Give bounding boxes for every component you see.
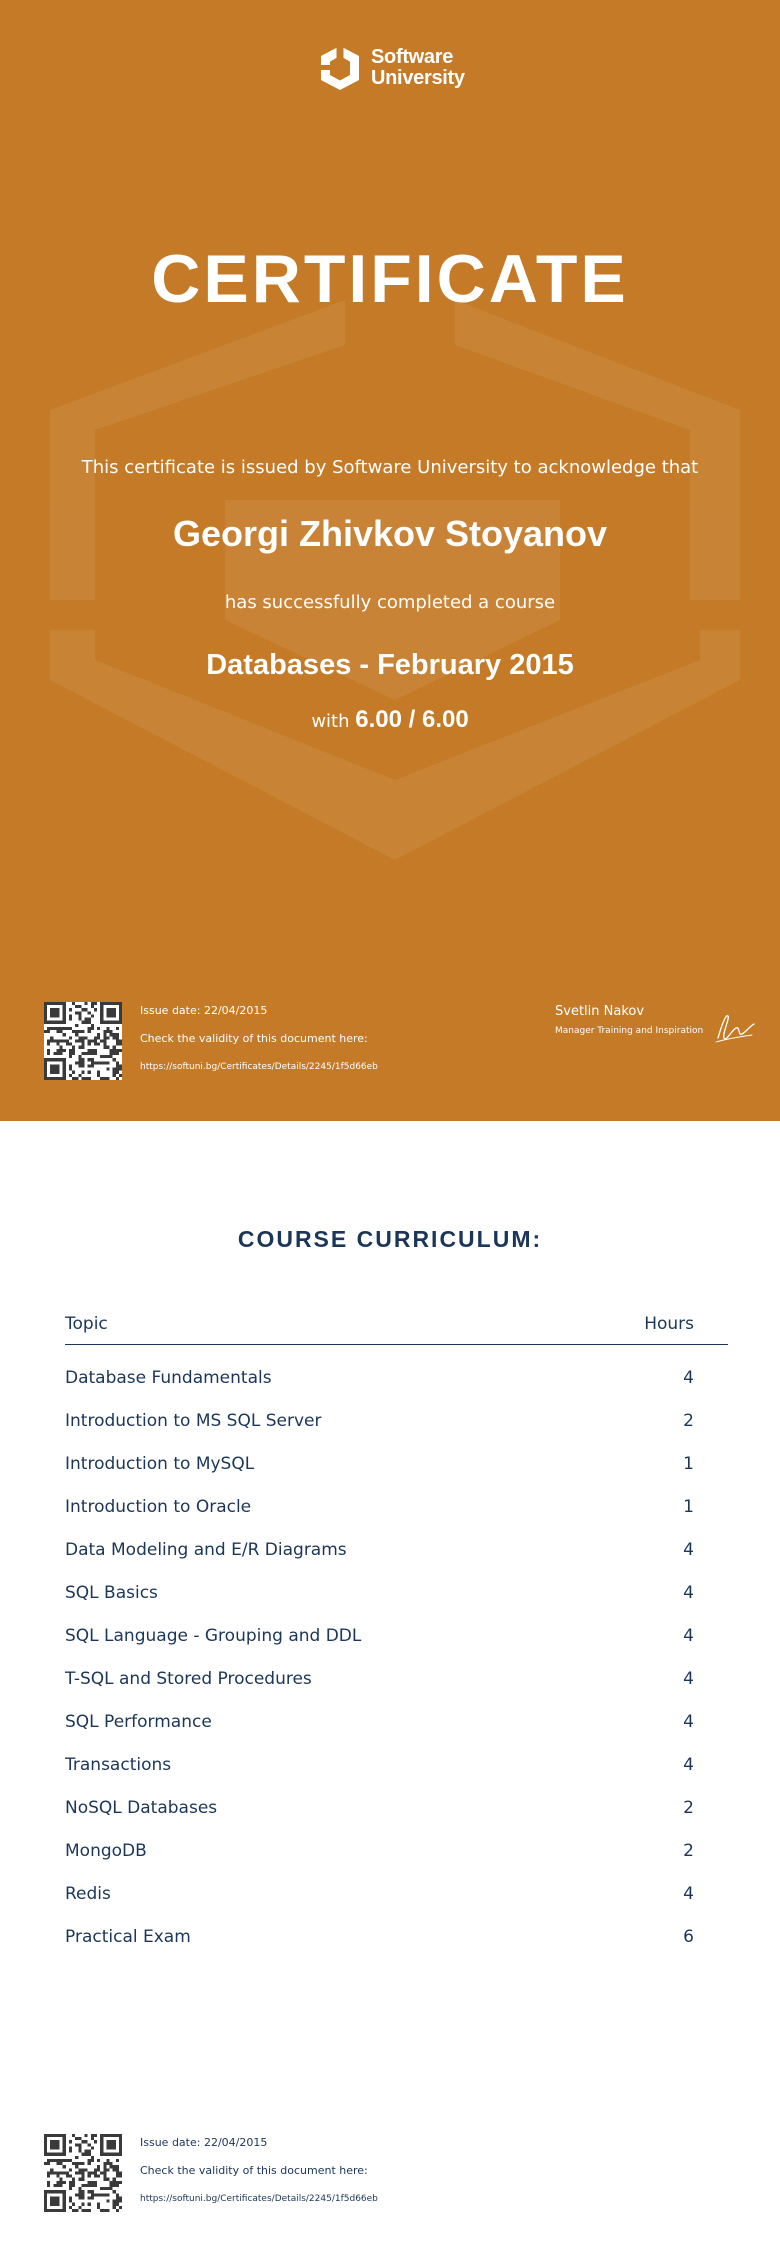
row-topic: Database Fundamentals xyxy=(65,1368,272,1388)
grade-value: 6.00 / 6.00 xyxy=(355,706,469,733)
curriculum-title: COURSE CURRICULUM: xyxy=(237,1226,543,1252)
row-hours: 4 xyxy=(683,1368,694,1388)
row-topic: Introduction to MS SQL Server xyxy=(65,1411,322,1431)
issue-date: Issue date: 22/04/2015 xyxy=(140,1004,268,1017)
recipient-name: Georgi Zhivkov Stoyanov xyxy=(172,513,608,554)
table-row xyxy=(65,1878,728,1921)
signature-icon xyxy=(712,1004,756,1048)
row-hours: 4 xyxy=(683,1712,694,1732)
validity-text: Check the validity of this document here: xyxy=(140,2164,368,2177)
column-topic: Topic xyxy=(65,1314,108,1334)
row-topic: SQL Language - Grouping and DDL xyxy=(65,1626,362,1646)
row-topic: T-SQL and Stored Procedures xyxy=(65,1669,312,1689)
brand-name-line1: Software xyxy=(371,46,454,68)
brand-name-line2: University xyxy=(371,67,465,89)
row-topic: Introduction to MySQL xyxy=(65,1454,255,1474)
row-hours: 4 xyxy=(683,1884,694,1904)
row-hours: 4 xyxy=(683,1540,694,1560)
certificate-panel xyxy=(0,0,780,1121)
row-hours: 1 xyxy=(683,1454,694,1474)
validity-url[interactable]: https://softuni.bg/Certificates/Details/2245/1f5d66eb xyxy=(140,1062,378,1072)
table-row xyxy=(65,1620,728,1663)
table-row xyxy=(65,1534,728,1577)
row-topic: NoSQL Databases xyxy=(65,1798,218,1818)
brand-logo xyxy=(315,42,465,94)
qr-code-icon xyxy=(44,2134,122,2212)
table-row xyxy=(65,1663,728,1706)
issue-date: Issue date: 22/04/2015 xyxy=(140,2136,268,2149)
table-row xyxy=(65,1577,728,1620)
row-hours: 2 xyxy=(683,1411,694,1431)
row-topic: SQL Basics xyxy=(65,1583,158,1603)
signer-name: Svetlin Nakov xyxy=(555,1004,645,1019)
validity-url[interactable]: https://softuni.bg/Certificates/Details/2245/1f5d66eb xyxy=(140,2194,378,2204)
validity-text: Check the validity of this document here: xyxy=(140,1032,368,1045)
table-row xyxy=(65,1491,728,1534)
softuni-logo-icon xyxy=(315,43,365,93)
row-hours: 4 xyxy=(683,1755,694,1775)
row-hours: 2 xyxy=(683,1798,694,1818)
table-row xyxy=(65,1749,728,1792)
row-hours: 4 xyxy=(683,1626,694,1646)
signer-block xyxy=(555,1004,703,1036)
row-topic: Redis xyxy=(65,1884,111,1904)
course-name: Databases - February 2015 xyxy=(206,649,574,681)
qr-code-icon xyxy=(44,1002,122,1080)
grade-prefix: with xyxy=(311,711,350,732)
table-row xyxy=(65,1362,728,1405)
curriculum-table-header xyxy=(65,1310,728,1345)
issued-statement: This certificate is issued by Software University to acknowledge that xyxy=(81,457,699,478)
row-hours: 2 xyxy=(683,1841,694,1861)
table-row xyxy=(65,1405,728,1448)
table-row xyxy=(65,1921,728,1964)
row-hours: 4 xyxy=(683,1583,694,1603)
row-topic: SQL Performance xyxy=(65,1712,212,1732)
row-topic: Data Modeling and E/R Diagrams xyxy=(65,1540,347,1560)
signer-role: Manager Training and Inspiration xyxy=(555,1026,704,1036)
table-row xyxy=(65,1835,728,1878)
column-hours: Hours xyxy=(644,1314,694,1334)
row-hours: 1 xyxy=(683,1497,694,1517)
row-hours: 4 xyxy=(683,1669,694,1689)
certificate-title: CERTIFICATE xyxy=(151,241,629,317)
row-topic: Transactions xyxy=(65,1755,172,1775)
table-row xyxy=(65,1706,728,1749)
completion-statement: has successfully completed a course xyxy=(224,592,556,613)
row-topic: Practical Exam xyxy=(65,1927,191,1947)
grade-line xyxy=(0,706,780,734)
table-row xyxy=(65,1448,728,1491)
row-topic: Introduction to Oracle xyxy=(65,1497,252,1517)
row-hours: 6 xyxy=(683,1927,694,1947)
row-topic: MongoDB xyxy=(65,1841,147,1861)
watermark-logo-icon xyxy=(0,0,780,1121)
table-row xyxy=(65,1792,728,1835)
curriculum-table-body xyxy=(65,1362,728,1964)
